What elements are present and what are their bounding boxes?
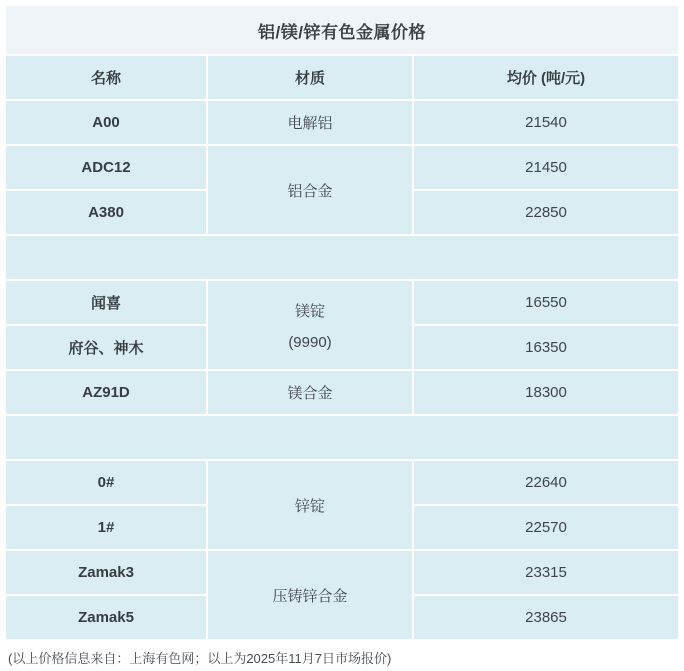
column-header-price: 均价 (吨/元) <box>414 56 678 99</box>
material-cell-electrolytic-aluminum: 电解铝 <box>208 101 412 144</box>
section-separator-row <box>6 416 678 459</box>
material-cell-magnesium-alloy: 镁合金 <box>208 371 412 414</box>
material-line-2: (9990) <box>288 333 332 351</box>
name-cell-az91d: AZ91D <box>6 371 206 414</box>
material-cell-aluminum-alloy: 铝合金 <box>208 146 412 234</box>
price-cell-zamak5: 23865 <box>414 596 678 639</box>
column-header-name: 名称 <box>6 56 206 99</box>
page-title: 铝/镁/锌有色金属价格 <box>6 6 678 54</box>
name-cell-zamak5: Zamak5 <box>6 596 206 639</box>
price-cell-1hash: 22570 <box>414 506 678 549</box>
material-cell-magnesium-ingot <box>208 281 412 369</box>
price-cell-a00: 21540 <box>414 101 678 144</box>
name-cell-adc12: ADC12 <box>6 146 206 189</box>
name-cell-zamak3: Zamak3 <box>6 551 206 594</box>
section-separator-row <box>6 236 678 279</box>
name-cell-1hash: 1# <box>6 506 206 549</box>
name-cell-fugu-shenmu: 府谷、神木 <box>6 326 206 369</box>
name-cell-0hash: 0# <box>6 461 206 504</box>
price-cell-0hash: 22640 <box>414 461 678 504</box>
price-cell-fugu-shenmu: 16350 <box>414 326 678 369</box>
price-table <box>6 56 678 639</box>
name-cell-a00: A00 <box>6 101 206 144</box>
source-note: (以上价格信息来自：上海有色网；以上为2025年11月7日市场报价) <box>8 651 392 666</box>
price-cell-a380: 22850 <box>414 191 678 234</box>
price-cell-zamak3: 23315 <box>414 551 678 594</box>
material-cell-diecast-zinc-alloy: 压铸锌合金 <box>208 551 412 639</box>
name-cell-a380: A380 <box>6 191 206 234</box>
name-cell-wenxi: 闻喜 <box>6 281 206 324</box>
price-cell-adc12: 21450 <box>414 146 678 189</box>
column-header-material: 材质 <box>208 56 412 99</box>
material-cell-zinc-ingot: 锌锭 <box>208 461 412 549</box>
price-cell-wenxi: 16550 <box>414 281 678 324</box>
material-line-1: 镁锭 <box>294 302 325 320</box>
price-cell-az91d: 18300 <box>414 371 678 414</box>
